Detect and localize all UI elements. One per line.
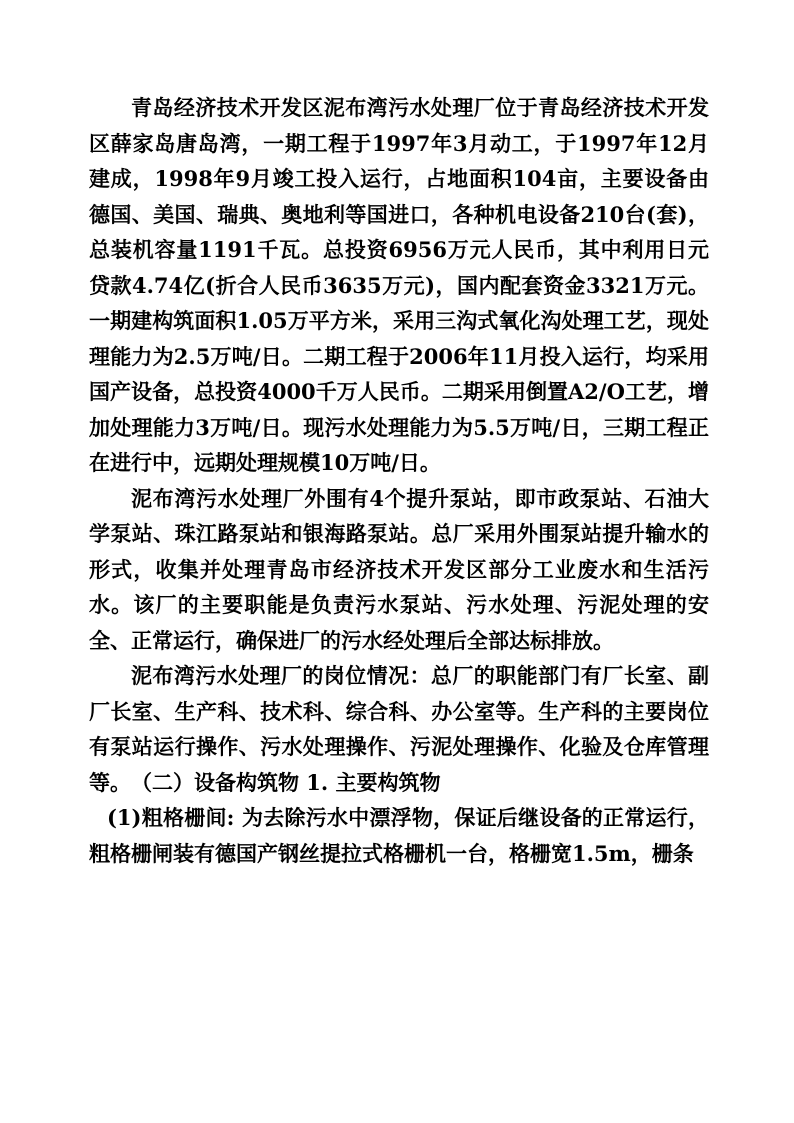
paragraph-positions: 泥布湾污水处理厂的岗位情况：总厂的职能部门有厂长室、副厂长室、生产科、技术科、综合科、办公室等。生产科的主要岗位有泵站运行操作、污水处理操作、污泥处理操作、化验及仓库管理等。 （二）设备构筑物 1. 主要构筑物 bbox=[89, 663, 709, 795]
paragraph-plant-overview: 青岛经济技术开发区泥布湾污水处理厂位于青岛经济技术开发区薛家岛唐岛湾，一期工程于1997年3月动工，于1997年12月建成，1998年9月竣工投入运行，占地面积104亩，主要设备由德国、美国、瑞典、奥地利等国进口，各种机电设备210台(套)，总装机容量1191千瓦。总投资6956万元人民币，其中利用日元贷款4.74亿(折合人民币3635万元)，国内配套资金3321万元。一期建构筑面积1.05万平方米，采用三沟式氧化沟处理工艺，现处理能力为2.5万吨/日。二期工程于2006年11月投入运行，均采用国产设备，总投资4000千万人民币。二期采用倒置A2/O工艺，增加处理能力3万吨/日。现污水处理能力为5.5万吨/日，三期工程正在进行中，远期处理规模10万吨/日。 bbox=[89, 95, 709, 475]
paragraph-coarse-screen: (1)粗格栅间: 为去除污水中漂浮物，保证后继设备的正常运行，粗格栅闸装有德国产钢丝提拉式格栅机一台，格栅宽1.5m，栅条 bbox=[89, 805, 709, 866]
paragraph-pump-stations: 泥布湾污水处理厂外围有4个提升泵站，即市政泵站、石油大学泵站、珠江路泵站和银海路泵站。总厂采用外围泵站提升输水的形式，收集并处理青岛市经济技术开发区部分工业废水和生活污水。该厂的主要职能是负责污水泵站、污水处理、污泥处理的安全、正常运行，确保进厂的污水经处理后全部达标排放。 bbox=[89, 485, 709, 653]
document-body bbox=[89, 90, 709, 871]
